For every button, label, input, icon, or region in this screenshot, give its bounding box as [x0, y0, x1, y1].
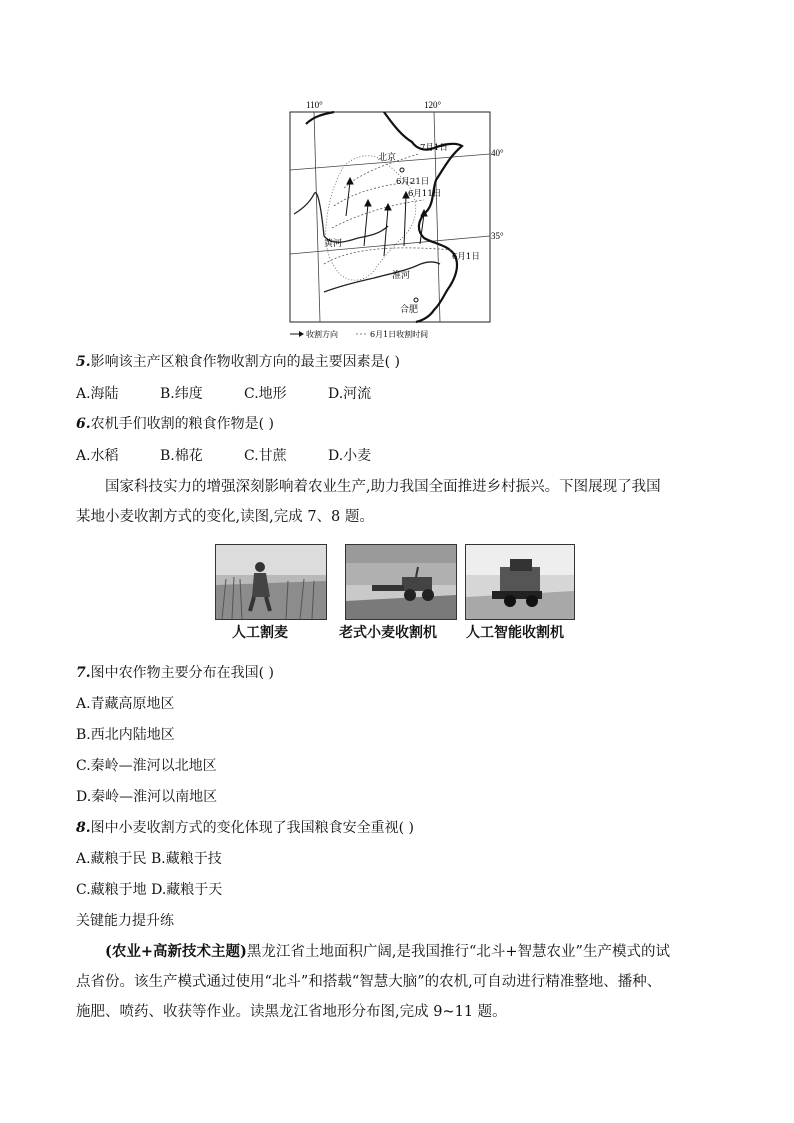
lat-label-35: 35°: [491, 231, 504, 241]
question-5-options: [76, 383, 371, 403]
question-6-number: 6.: [76, 416, 91, 432]
question-6-options: [76, 445, 371, 465]
intro2-line-2: 点省份。该生产模式通过使用“北斗”和搭载“智慧大脑”的农机,可自动进行精准整地、播种、: [76, 974, 662, 990]
lon-label-120: 120°: [424, 100, 442, 110]
photo-ai-harvester: [465, 544, 575, 620]
legend-dash-label: 6月1日收割时间: [370, 330, 429, 339]
isoline-label-jun11: 6月11日: [408, 189, 442, 199]
question-8-options-row-1[interactable]: A.藏粮于民 B.藏粮于技: [76, 851, 222, 867]
meridian-110: [314, 112, 320, 322]
question-7-option-d[interactable]: D.秦岭—淮河以南地区: [76, 789, 218, 805]
question-8-number: 8.: [76, 820, 91, 836]
label-beijing: 北京: [378, 153, 397, 163]
option-b[interactable]: B.棉花: [160, 448, 203, 464]
hefei-marker: [414, 298, 418, 302]
beijing-marker: [400, 168, 404, 172]
option-a[interactable]: A.海陆: [76, 386, 119, 402]
question-7-number: 7.: [76, 665, 91, 681]
lon-label-110: 110°: [306, 100, 323, 110]
isoline-label-jul1: 7月1日: [420, 143, 448, 153]
question-7: [76, 663, 274, 683]
question-5-text: 影响该主产区粮食作物收割方向的最主要因素是( ): [90, 354, 400, 370]
option-a[interactable]: A.水稻: [76, 448, 119, 464]
isoline-label-jun1: 6月1日: [452, 252, 480, 262]
photo-caption-ai-harvester: 人工智能收割机: [466, 625, 564, 641]
section-title: 关键能力提升练: [76, 913, 174, 929]
intro-line-2: 某地小麦收割方式的变化,读图,完成 7、8 题。: [76, 509, 374, 525]
yellow-river: [294, 193, 388, 243]
option-b[interactable]: B.纬度: [160, 386, 203, 402]
region-outline: [326, 156, 416, 280]
intro-paragraph-9-11: [76, 937, 726, 1027]
legend-arrowhead-icon: [299, 331, 304, 337]
question-7-option-c[interactable]: C.秦岭—淮河以北地区: [76, 758, 217, 774]
question-7-option-a[interactable]: A.青藏高原地区: [76, 696, 175, 712]
option-d[interactable]: D.河流: [328, 386, 372, 402]
label-yellow-river: 黄河: [324, 239, 343, 249]
question-5-number: 5.: [76, 354, 91, 370]
option-c[interactable]: C.地形: [244, 386, 287, 402]
label-huai-river: 淮河: [392, 271, 411, 281]
photo-caption-old-harvester: 老式小麦收割机: [339, 625, 437, 641]
harvest-map: [284, 96, 504, 342]
question-6: [76, 414, 274, 434]
question-6-text: 农机手们收割的粮食作物是( ): [90, 416, 274, 432]
lat-label-40: 40°: [491, 148, 504, 158]
option-c[interactable]: C.甘蔗: [244, 448, 287, 464]
map-frame: [290, 112, 490, 322]
intro2-line-3: 施肥、喷药、收获等作业。读黑龙江省地形分布图,完成 9~11 题。: [76, 1004, 507, 1020]
intro-line-1: 国家科技实力的增强深刻影响着农业生产,助力我国全面推进乡村振兴。下图展现了我国: [105, 479, 661, 495]
intro2-line-1: 黑龙江省土地面积广阔,是我国推行“北斗+智慧农业”生产模式的试: [246, 944, 670, 960]
photo-manual-harvest: [215, 544, 327, 620]
isoline-label-jun21: 6月21日: [396, 177, 430, 187]
huai-river: [324, 262, 440, 292]
question-8-options-row-2[interactable]: C.藏粮于地 D.藏粮于天: [76, 882, 223, 898]
photo-caption-manual: 人工割麦: [232, 625, 288, 641]
question-7-text: 图中农作物主要分布在我国( ): [90, 665, 274, 681]
harvest-map-figure: [284, 96, 504, 342]
option-d[interactable]: D.小麦: [328, 448, 372, 464]
photo-old-harvester: [345, 544, 457, 620]
question-7-option-b[interactable]: B.西北内陆地区: [76, 727, 175, 743]
question-5: [76, 352, 400, 372]
theme-tag: (农业+高新技术主题): [105, 943, 247, 960]
question-8-text: 图中小麦收割方式的变化体现了我国粮食安全重视( ): [90, 820, 414, 836]
question-8: [76, 818, 414, 838]
label-hefei: 合肥: [400, 305, 419, 315]
intro-paragraph-7-8: [76, 472, 726, 532]
legend-arrow-label: 收割方向: [306, 330, 338, 339]
